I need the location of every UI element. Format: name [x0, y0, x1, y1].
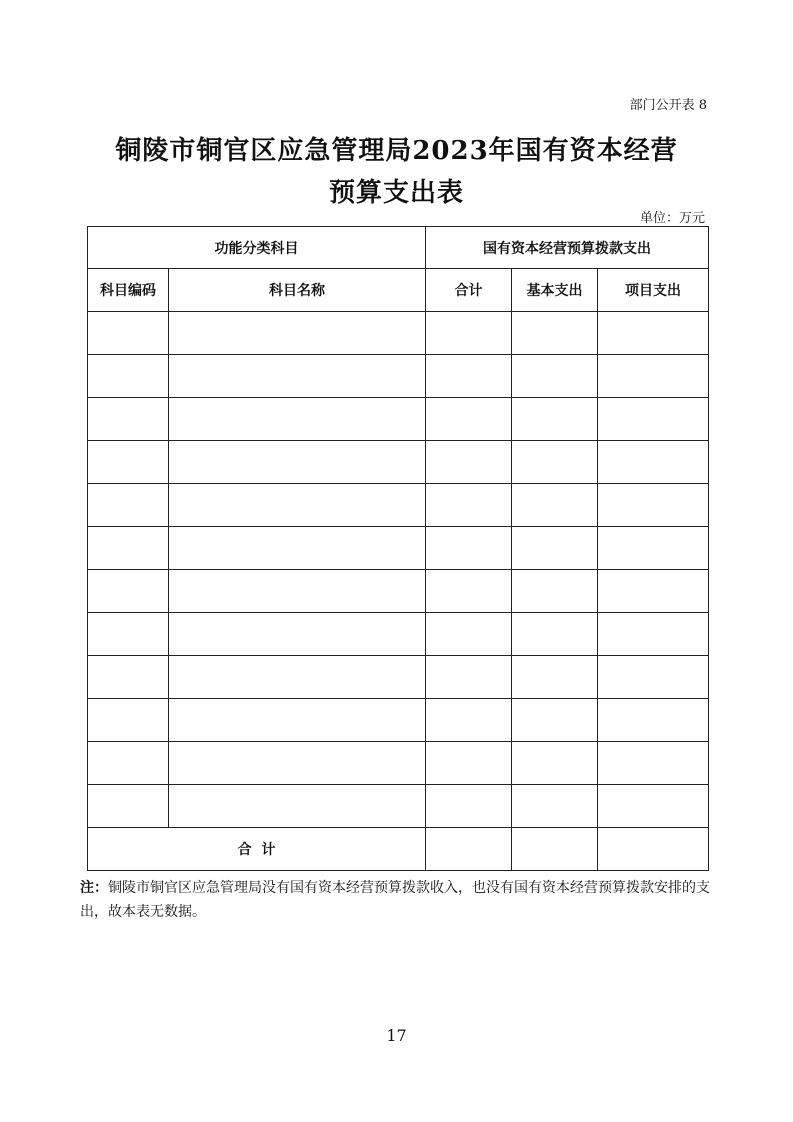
- table-cell: [598, 355, 709, 398]
- table-cell: [598, 527, 709, 570]
- table-cell: [169, 312, 426, 355]
- table-cell: [88, 656, 169, 699]
- table-cell: [426, 742, 512, 785]
- table-cell: [426, 441, 512, 484]
- table-group-header-row: [88, 227, 709, 269]
- page-title-line1: 铜陵市铜官区应急管理局2023年国有资本经营: [115, 136, 678, 166]
- table-row: [88, 613, 709, 656]
- header-subject-code: 科目编码: [88, 269, 169, 312]
- table-row: [88, 355, 709, 398]
- table-row: [88, 484, 709, 527]
- table-row: [88, 785, 709, 828]
- table-cell: [169, 699, 426, 742]
- footnote-label: 注：: [80, 880, 108, 896]
- table-cell: [426, 484, 512, 527]
- table-cell: [426, 355, 512, 398]
- table-cell: [88, 785, 169, 828]
- table-cell: [169, 785, 426, 828]
- table-cell: [598, 484, 709, 527]
- table-cell: [426, 527, 512, 570]
- table-cell: [512, 527, 598, 570]
- footnote: [80, 876, 716, 924]
- table-cell: [426, 656, 512, 699]
- header-total: 合计: [426, 269, 512, 312]
- table-column-header-row: [88, 269, 709, 312]
- total-label: 合 计: [88, 828, 426, 871]
- table-cell: [169, 613, 426, 656]
- table-row: [88, 656, 709, 699]
- table-row: [88, 570, 709, 613]
- table-cell: [598, 613, 709, 656]
- table-cell: [88, 613, 169, 656]
- header-basic-expenditure: 基本支出: [512, 269, 598, 312]
- table-cell: [598, 656, 709, 699]
- table-row: [88, 742, 709, 785]
- total-cell: [426, 828, 512, 871]
- table-cell: [598, 785, 709, 828]
- table-cell: [169, 656, 426, 699]
- table-cell: [512, 656, 598, 699]
- table-cell: [598, 742, 709, 785]
- table-cell: [512, 312, 598, 355]
- table-cell: [88, 699, 169, 742]
- table-cell: [512, 699, 598, 742]
- table-cell: [169, 398, 426, 441]
- header-subject-name: 科目名称: [169, 269, 426, 312]
- table-cell: [512, 484, 598, 527]
- table-cell: [169, 484, 426, 527]
- table-row: [88, 699, 709, 742]
- form-number: 部门公开表 8: [629, 98, 707, 113]
- table-cell: [598, 699, 709, 742]
- table-cell: [426, 398, 512, 441]
- table-cell: [512, 570, 598, 613]
- table-cell: [598, 312, 709, 355]
- table-cell: [169, 441, 426, 484]
- page-title-line2: 预算支出表: [328, 178, 464, 208]
- table-cell: [426, 312, 512, 355]
- table-cell: [426, 613, 512, 656]
- table-cell: [169, 570, 426, 613]
- table-cell: [512, 355, 598, 398]
- table-cell: [426, 785, 512, 828]
- table-cell: [169, 527, 426, 570]
- table-cell: [512, 785, 598, 828]
- table-cell: [598, 570, 709, 613]
- page-number: 17: [386, 1026, 407, 1045]
- table-cell: [88, 398, 169, 441]
- table-cell: [88, 570, 169, 613]
- table-cell: [169, 742, 426, 785]
- header-state-capital-expenditure: 国有资本经营预算拨款支出: [426, 227, 709, 269]
- table-cell: [88, 312, 169, 355]
- table-cell: [512, 398, 598, 441]
- table-cell: [88, 742, 169, 785]
- header-project-expenditure: 项目支出: [598, 269, 709, 312]
- table-cell: [169, 355, 426, 398]
- table-cell: [88, 441, 169, 484]
- table-cell: [426, 699, 512, 742]
- footnote-text: 铜陵市铜官区应急管理局没有国有资本经营预算拨款收入，也没有国有资本经营预算拨款安排的支出，故本表无数据。: [80, 880, 710, 920]
- table-body: [88, 312, 709, 828]
- table-cell: [512, 613, 598, 656]
- table-cell: [88, 355, 169, 398]
- table-cell: [88, 484, 169, 527]
- table-cell: [598, 441, 709, 484]
- table-cell: [512, 441, 598, 484]
- table-cell: [598, 398, 709, 441]
- budget-table: [87, 226, 709, 871]
- table-row: [88, 527, 709, 570]
- table-cell: [426, 570, 512, 613]
- table-row: [88, 398, 709, 441]
- total-basic-cell: [512, 828, 598, 871]
- table-total-row: [88, 828, 709, 871]
- unit-label: 单位：万元: [639, 211, 705, 226]
- header-functional-classification: 功能分类科目: [88, 227, 426, 269]
- table-cell: [88, 527, 169, 570]
- table-cell: [512, 742, 598, 785]
- total-project-cell: [598, 828, 709, 871]
- table-row: [88, 441, 709, 484]
- table-row: [88, 312, 709, 355]
